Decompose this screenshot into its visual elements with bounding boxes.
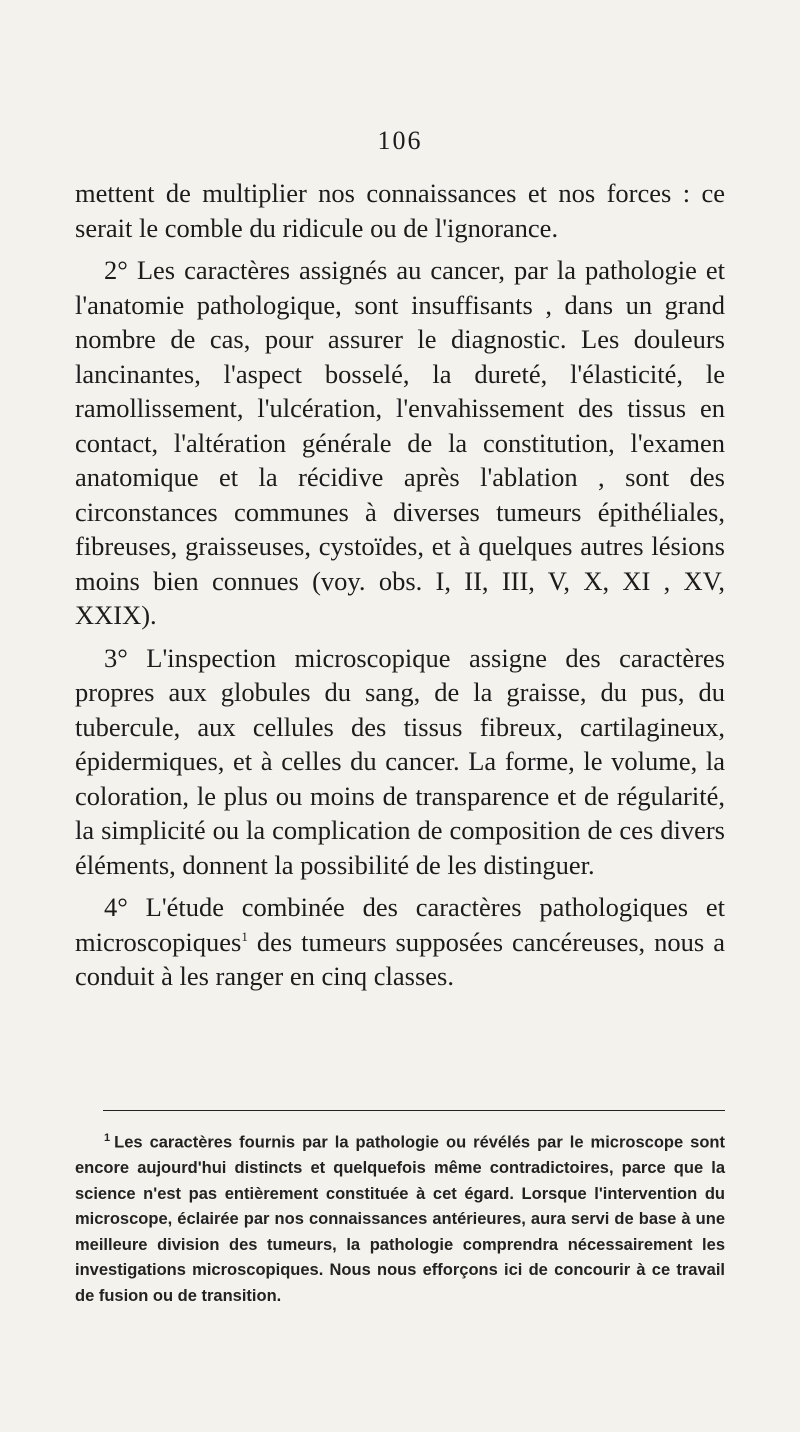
paragraph-4-text-b: des tumeurs supposées cancéreuses, nous a conduit à les ranger en cinq classes. bbox=[75, 926, 725, 991]
footnote-divider bbox=[103, 1110, 725, 1111]
page-number: 106 bbox=[377, 126, 423, 155]
paragraph-continuation: mettent de multiplier nos connaissances et nos forces : ce serait le comble du ridicule ou de l'ignorance. bbox=[75, 178, 725, 243]
paragraph-4 bbox=[75, 890, 725, 994]
footnote-mark: 1 bbox=[104, 1132, 111, 1144]
paragraph-3: 3° L'inspection microscopique assigne des caractères propres aux globules du sang, de la graisse, du pus, du tubercule, aux cellules des tissus fibreux, cartilagineux, épidermiques, et à celles du cancer. La forme, le volume, la coloration, le plus ou moins de transparence et de régularité, la simplicité ou la complication de composition de ces divers éléments, donnent la possibilité de les distinguer. bbox=[75, 642, 725, 880]
footnote-reference: 1 bbox=[241, 928, 248, 944]
footnote-text: Les caractères fournis par la pathologie ou révélés par le microscope sont encore aujourd'hui distincts et quelquefois même contradictoires, parce que la science n'est pas entièrement constituée à cet égard. Lorsque l'intervention du microscope, éclairée par nos connaissances antérieures, aura servi de base à une meilleure division des tumeurs, la pathologie comprendra nécessairement les investigations microscopiques. Nous nous efforçons ici de concourir à ce travail de fusion ou de transition. bbox=[75, 1133, 725, 1305]
main-text bbox=[75, 176, 725, 1002]
footnote bbox=[75, 1126, 725, 1309]
paragraph-4-text-a: 4° L'étude combinée des caractères pathologiques et microscopiques bbox=[75, 892, 725, 957]
paragraph-2: 2° Les caractères assignés au cancer, par la pathologie et l'anatomie pathologique, sont insuffisants , dans un grand nombre de cas, pour assurer le diagnostic. Les douleurs lancinantes, l'aspect bosselé, la dureté, l'élasticité, le ramollissement, l'ulcération, l'envahissement des tissus en contact, l'altération générale de la constitution, l'examen anatomique et la récidive après l'ablation , sont des circonstances communes à diverses tumeurs épithéliales, fibreuses, graisseuses, cystoïdes, et à quelques autres lésions moins bien connues (voy. obs. I, II, III, V, X, XI , XV, XXIX). bbox=[75, 255, 725, 630]
